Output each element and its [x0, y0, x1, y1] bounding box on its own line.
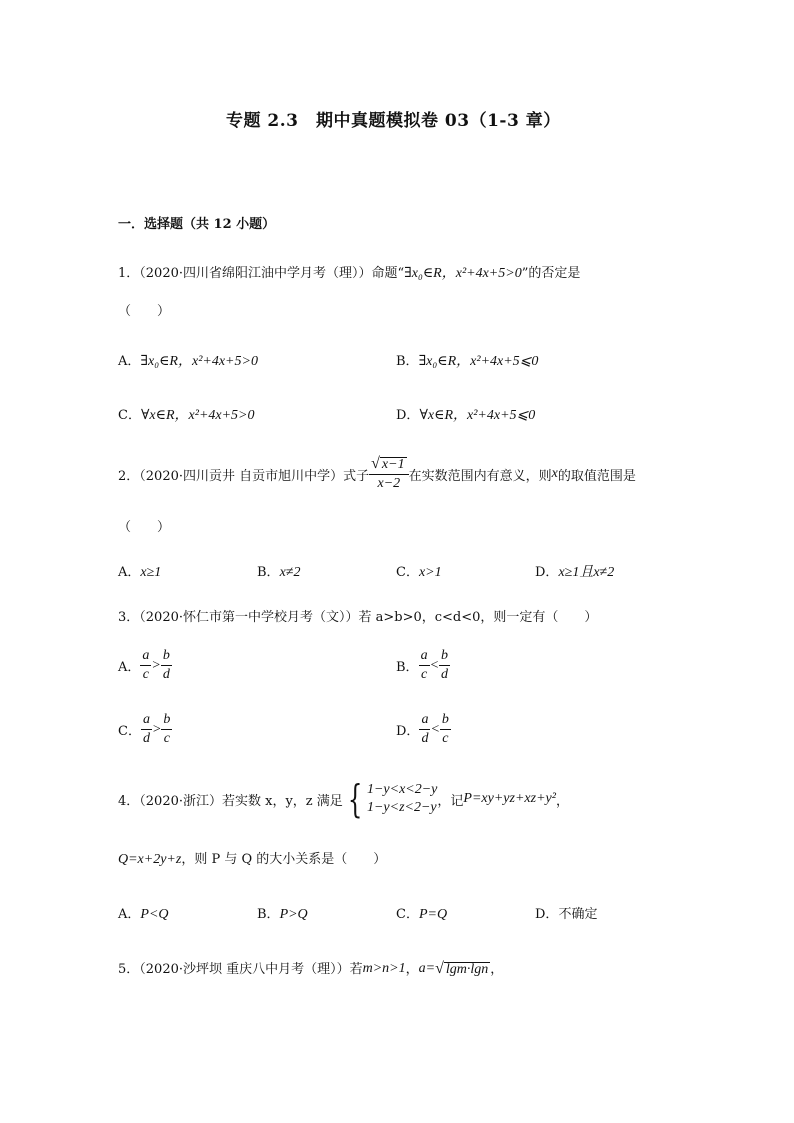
comparison-operator: >	[151, 657, 161, 673]
option-label: D．	[396, 724, 420, 739]
q1-stem-post: ”的否定是	[521, 266, 581, 281]
q2-option-a[interactable]	[118, 561, 161, 581]
question-3: 3．（2020·怀仁市第一中学校月考（文））若 a>b>0，c<d<0，则一定有（ ）	[118, 610, 598, 625]
q4-stem-mid: ，记	[437, 793, 464, 809]
q2-option-c[interactable]	[396, 561, 442, 581]
q3-option-c[interactable]	[118, 712, 172, 747]
option-text: 不确定	[558, 907, 598, 922]
q2-fraction: √ x−1 x−2	[369, 456, 408, 492]
q4-line2-text: ，则 P 与 Q 的大小关系是（ ）	[181, 852, 387, 867]
q4-option-d[interactable]	[535, 903, 597, 922]
option-label: D．	[535, 565, 559, 580]
fraction-right: $\frac{b}{d}$	[162, 648, 170, 682]
q4-option-c[interactable]	[396, 903, 447, 923]
q1-math: ∃x₀∈R，x²+4x+5>0	[404, 266, 522, 281]
q4-stem-pre: 4．（2020·浙江）若实数 x，y，z 满足	[118, 793, 343, 809]
q2-option-b[interactable]	[257, 561, 300, 581]
option-math: P>Q	[279, 907, 308, 922]
q5-sqrt-body: lgm·lgn	[445, 962, 489, 977]
option-math: x≥1且x≠2	[558, 565, 615, 580]
q4-option-b[interactable]	[257, 903, 308, 923]
fraction-right: $\frac{b}{c}$	[163, 712, 171, 746]
page-title: 专题 2.3 期中真题模拟卷 03（1-3 章）	[226, 111, 561, 131]
fraction-right: $\frac{b}{d}$	[441, 648, 449, 682]
option-label: D．	[396, 408, 420, 423]
q2-stem-pre: 2．（2020·四川贡井 自贡市旭川中学）式子	[118, 468, 370, 484]
comparison-operator: <	[429, 657, 440, 673]
fraction-left: $\frac{a}{c}$	[420, 648, 428, 682]
question-1	[118, 262, 580, 282]
option-math: P=Q	[418, 907, 448, 922]
q2-paren: （ ）	[118, 520, 171, 535]
q3-option-a[interactable]	[118, 648, 172, 683]
option-label: B．	[257, 565, 280, 580]
option-label: C．	[396, 907, 419, 922]
option-label: C．	[396, 565, 419, 580]
question-2	[118, 456, 636, 492]
q4-q-expr: Q=x+2y+z	[118, 852, 182, 867]
q2-option-d[interactable]	[535, 561, 614, 581]
option-label: A．	[118, 354, 141, 369]
option-math: x≠2	[279, 565, 301, 580]
q3-option-b[interactable]	[396, 648, 450, 683]
q4-stem-comma: ，	[555, 793, 569, 809]
q2-frac-num: x−1	[381, 457, 405, 472]
option-math: ∀x∈R，x²+4x+5⩽0	[419, 408, 536, 423]
q4-p-expr: P=xy+yz+xz+y²	[463, 791, 556, 806]
option-math: x>1	[418, 565, 442, 580]
q1-stem-pre: 1．（2020·四川省绵阳江油中学月考（理））命题“	[118, 266, 405, 281]
comparison-operator: >	[151, 721, 162, 737]
q1-option-c[interactable]	[118, 404, 255, 424]
q1-option-d[interactable]	[396, 404, 535, 424]
option-label: D．	[535, 907, 559, 922]
q2-stem-post: 在实数范围内有意义，则	[408, 468, 552, 484]
comparison-operator: <	[430, 721, 440, 737]
q4-row-2: 1−y<z<2−y	[366, 800, 437, 815]
q3-option-d[interactable]	[396, 712, 451, 747]
q5-stem-end: ，	[490, 962, 504, 977]
option-label: B．	[257, 907, 280, 922]
q5-stem-pre: 5．（2020·沙坪坝 重庆八中月考（理））若	[118, 962, 363, 977]
option-label: B．	[396, 660, 419, 675]
q4-system: { 1−y<x<2−y 1−y<z<2−y	[347, 777, 438, 821]
q5-condition: m>n>1	[362, 961, 406, 976]
option-math: ∃x₀∈R，x²+4x+5>0	[140, 354, 258, 369]
option-math: ∀x∈R，x²+4x+5>0	[140, 408, 255, 423]
option-label: A．	[118, 565, 141, 580]
fraction-left: $\frac{a}{d}$	[421, 712, 429, 746]
option-label: C．	[118, 724, 141, 739]
q2-frac-den: x−2	[377, 476, 401, 491]
q2-stem-end: 的取值范围是	[557, 468, 636, 484]
q1-option-b[interactable]	[396, 350, 538, 370]
option-label: C．	[118, 408, 141, 423]
option-math: x≥1	[140, 565, 162, 580]
option-math: P<Q	[140, 907, 169, 922]
option-label: A．	[118, 660, 141, 675]
question-4	[118, 777, 569, 821]
q1-paren: （ ）	[118, 304, 171, 319]
fraction-right: $\frac{b}{c}$	[441, 712, 449, 746]
q4-line-2	[118, 848, 386, 868]
q5-stem-mid: ，	[405, 962, 419, 977]
q1-option-a[interactable]	[118, 350, 258, 370]
question-5	[118, 958, 503, 977]
q5-a-eq: a=	[418, 961, 436, 976]
option-label: B．	[396, 354, 419, 369]
q2-var: x	[551, 466, 558, 481]
option-math: ∃x₀∈R，x²+4x+5⩽0	[418, 354, 539, 369]
fraction-left: $\frac{a}{c}$	[142, 648, 150, 682]
section-heading: 一．选择题（共 12 小题）	[118, 217, 276, 232]
fraction-left: $\frac{a}{d}$	[142, 712, 150, 746]
q5-sqrt: √ lgm·lgn	[435, 960, 489, 977]
option-label: A．	[118, 907, 141, 922]
q4-option-a[interactable]	[118, 903, 169, 923]
q4-row-1: 1−y<x<2−y	[366, 782, 438, 797]
